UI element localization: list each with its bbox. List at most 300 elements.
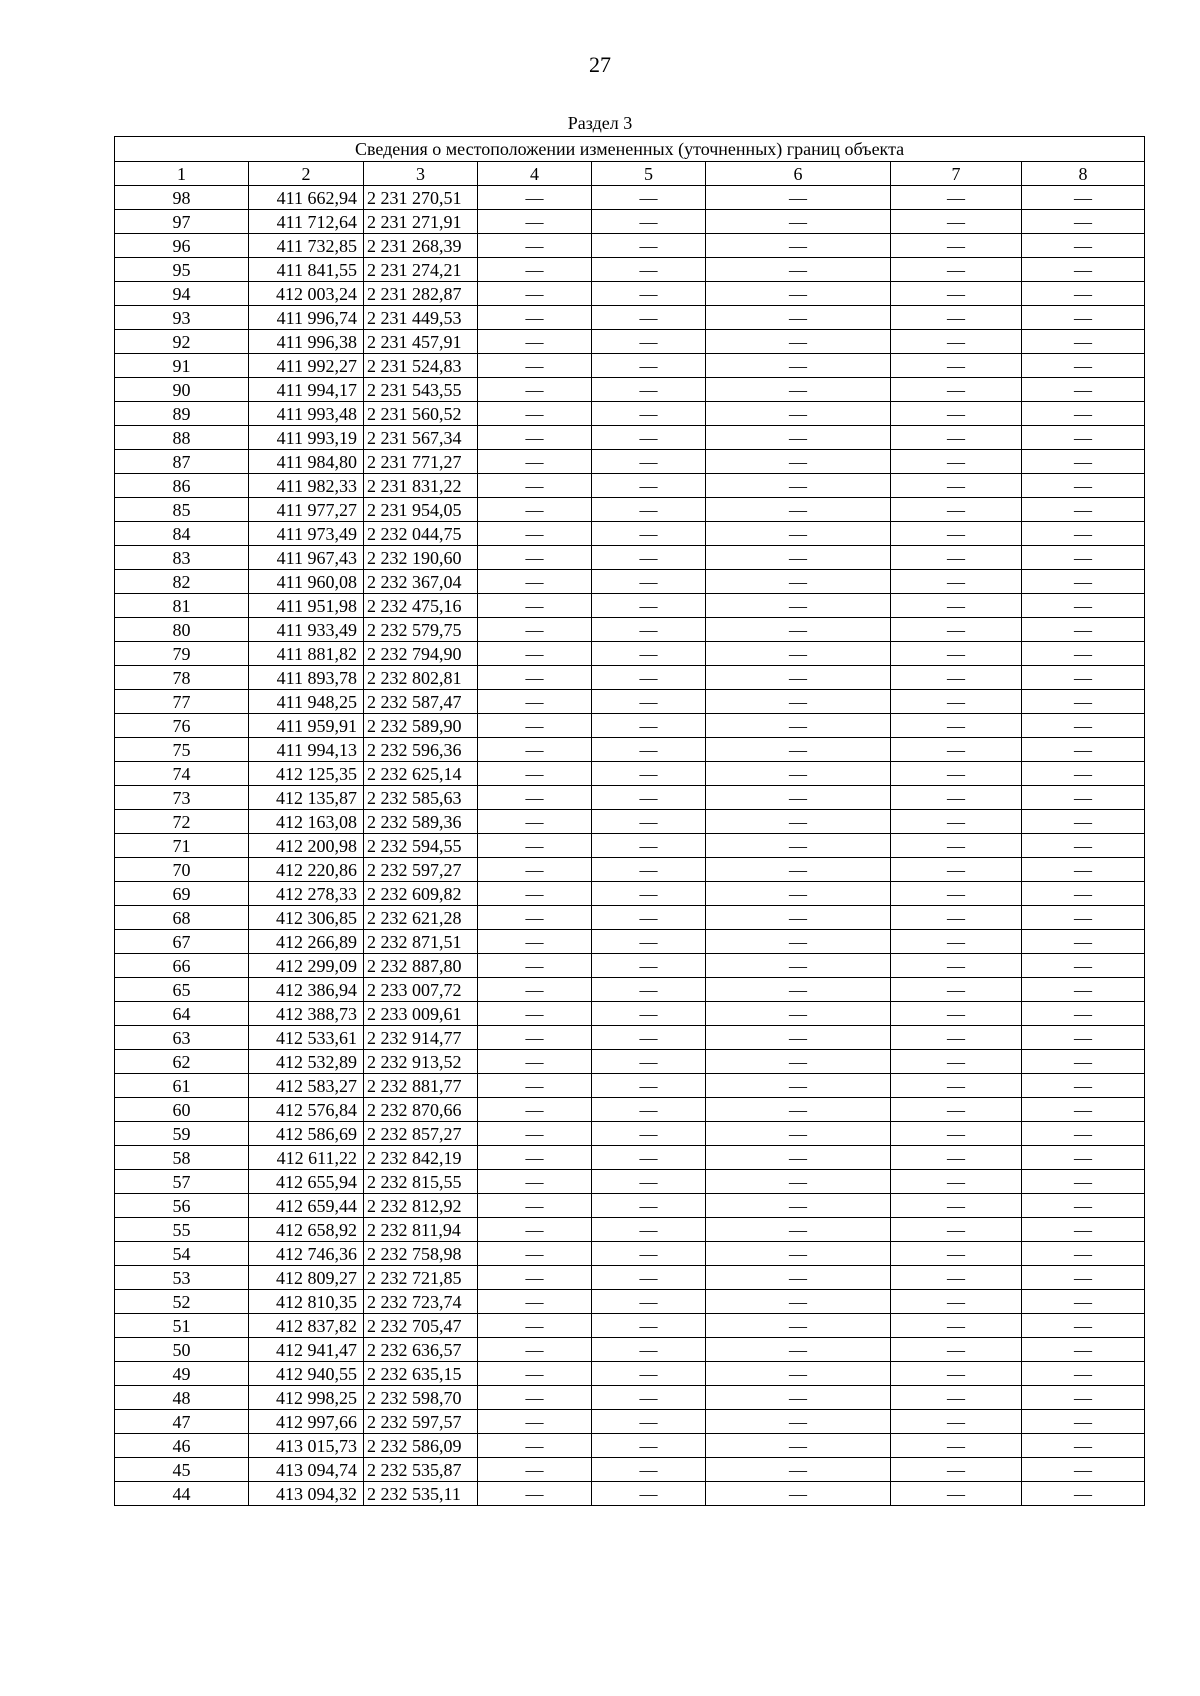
point-number-cell: 59: [115, 1122, 249, 1146]
table-row: [115, 1458, 1145, 1482]
y-coordinate-cell: 2 231 567,34: [364, 426, 478, 450]
empty-value-cell: —: [706, 1122, 891, 1146]
empty-value-cell: —: [592, 1002, 706, 1026]
x-coordinate-cell: 411 933,49: [249, 618, 364, 642]
empty-value-cell: —: [478, 1218, 592, 1242]
x-coordinate-cell: 412 746,36: [249, 1242, 364, 1266]
empty-value-cell: —: [891, 906, 1022, 930]
point-number-cell: 46: [115, 1434, 249, 1458]
x-coordinate-cell: 411 951,98: [249, 594, 364, 618]
point-number-cell: 72: [115, 810, 249, 834]
y-coordinate-cell: 2 232 842,19: [364, 1146, 478, 1170]
empty-value-cell: —: [891, 594, 1022, 618]
empty-value-cell: —: [706, 738, 891, 762]
point-number-cell: 92: [115, 330, 249, 354]
empty-value-cell: —: [478, 258, 592, 282]
empty-value-cell: —: [891, 1098, 1022, 1122]
empty-value-cell: —: [706, 834, 891, 858]
empty-value-cell: —: [478, 210, 592, 234]
empty-value-cell: —: [706, 618, 891, 642]
y-coordinate-cell: 2 231 268,39: [364, 234, 478, 258]
x-coordinate-cell: 412 659,44: [249, 1194, 364, 1218]
empty-value-cell: —: [891, 354, 1022, 378]
empty-value-cell: —: [592, 1338, 706, 1362]
empty-value-cell: —: [592, 498, 706, 522]
empty-value-cell: —: [706, 498, 891, 522]
x-coordinate-cell: 411 959,91: [249, 714, 364, 738]
empty-value-cell: —: [706, 594, 891, 618]
y-coordinate-cell: 2 231 560,52: [364, 402, 478, 426]
empty-value-cell: —: [706, 906, 891, 930]
empty-value-cell: —: [1022, 1122, 1145, 1146]
empty-value-cell: —: [1022, 426, 1145, 450]
empty-value-cell: —: [1022, 786, 1145, 810]
point-number-cell: 93: [115, 306, 249, 330]
empty-value-cell: —: [706, 786, 891, 810]
table-row: [115, 1050, 1145, 1074]
empty-value-cell: —: [891, 522, 1022, 546]
point-number-cell: 82: [115, 570, 249, 594]
empty-value-cell: —: [478, 1410, 592, 1434]
empty-value-cell: —: [592, 306, 706, 330]
table-row: [115, 1266, 1145, 1290]
empty-value-cell: —: [1022, 1434, 1145, 1458]
x-coordinate-cell: 412 586,69: [249, 1122, 364, 1146]
empty-value-cell: —: [706, 306, 891, 330]
empty-value-cell: —: [891, 1026, 1022, 1050]
table-row: [115, 594, 1145, 618]
empty-value-cell: —: [891, 450, 1022, 474]
column-header-1: 1: [115, 162, 249, 186]
y-coordinate-cell: 2 232 044,75: [364, 522, 478, 546]
empty-value-cell: —: [478, 1050, 592, 1074]
x-coordinate-cell: 411 662,94: [249, 186, 364, 210]
empty-value-cell: —: [478, 762, 592, 786]
empty-value-cell: —: [592, 474, 706, 498]
empty-value-cell: —: [706, 1410, 891, 1434]
empty-value-cell: —: [1022, 1194, 1145, 1218]
x-coordinate-cell: 412 266,89: [249, 930, 364, 954]
empty-value-cell: —: [891, 1146, 1022, 1170]
point-number-cell: 70: [115, 858, 249, 882]
x-coordinate-cell: 411 984,80: [249, 450, 364, 474]
table-row: [115, 378, 1145, 402]
empty-value-cell: —: [891, 186, 1022, 210]
column-header-2: 2: [249, 162, 364, 186]
empty-value-cell: —: [891, 1314, 1022, 1338]
empty-value-cell: —: [1022, 1482, 1145, 1506]
empty-value-cell: —: [706, 474, 891, 498]
table-row: [115, 282, 1145, 306]
empty-value-cell: —: [478, 954, 592, 978]
point-number-cell: 86: [115, 474, 249, 498]
x-coordinate-cell: 412 220,86: [249, 858, 364, 882]
empty-value-cell: —: [891, 306, 1022, 330]
point-number-cell: 85: [115, 498, 249, 522]
empty-value-cell: —: [592, 1482, 706, 1506]
empty-value-cell: —: [592, 378, 706, 402]
y-coordinate-cell: 2 232 585,63: [364, 786, 478, 810]
table-row: [115, 1146, 1145, 1170]
empty-value-cell: —: [891, 1434, 1022, 1458]
empty-value-cell: —: [706, 978, 891, 1002]
empty-value-cell: —: [1022, 1362, 1145, 1386]
x-coordinate-cell: 412 658,92: [249, 1218, 364, 1242]
empty-value-cell: —: [592, 786, 706, 810]
column-header-5: 5: [592, 162, 706, 186]
table-row: [115, 1362, 1145, 1386]
empty-value-cell: —: [706, 234, 891, 258]
table-row: [115, 450, 1145, 474]
table-row: [115, 666, 1145, 690]
empty-value-cell: —: [592, 426, 706, 450]
point-number-cell: 74: [115, 762, 249, 786]
point-number-cell: 60: [115, 1098, 249, 1122]
point-number-cell: 53: [115, 1266, 249, 1290]
point-number-cell: 47: [115, 1410, 249, 1434]
table-row: [115, 762, 1145, 786]
empty-value-cell: —: [706, 378, 891, 402]
empty-value-cell: —: [891, 1362, 1022, 1386]
y-coordinate-cell: 2 232 871,51: [364, 930, 478, 954]
y-coordinate-cell: 2 232 870,66: [364, 1098, 478, 1122]
table-row: [115, 1122, 1145, 1146]
empty-value-cell: —: [478, 522, 592, 546]
empty-value-cell: —: [891, 1386, 1022, 1410]
empty-value-cell: —: [592, 522, 706, 546]
empty-value-cell: —: [706, 762, 891, 786]
empty-value-cell: —: [478, 354, 592, 378]
empty-value-cell: —: [891, 690, 1022, 714]
y-coordinate-cell: 2 232 758,98: [364, 1242, 478, 1266]
point-number-cell: 65: [115, 978, 249, 1002]
point-number-cell: 56: [115, 1194, 249, 1218]
empty-value-cell: —: [891, 1002, 1022, 1026]
empty-value-cell: —: [1022, 954, 1145, 978]
empty-value-cell: —: [706, 1002, 891, 1026]
y-coordinate-cell: 2 231 274,21: [364, 258, 478, 282]
point-number-cell: 52: [115, 1290, 249, 1314]
empty-value-cell: —: [706, 258, 891, 282]
x-coordinate-cell: 411 994,13: [249, 738, 364, 762]
empty-value-cell: —: [891, 1194, 1022, 1218]
point-number-cell: 62: [115, 1050, 249, 1074]
empty-value-cell: —: [592, 1386, 706, 1410]
empty-value-cell: —: [478, 642, 592, 666]
empty-value-cell: —: [891, 570, 1022, 594]
empty-value-cell: —: [592, 402, 706, 426]
empty-value-cell: —: [706, 882, 891, 906]
empty-value-cell: —: [1022, 1266, 1145, 1290]
x-coordinate-cell: 412 532,89: [249, 1050, 364, 1074]
empty-value-cell: —: [706, 186, 891, 210]
empty-value-cell: —: [1022, 186, 1145, 210]
table-row: [115, 1482, 1145, 1506]
empty-value-cell: —: [891, 666, 1022, 690]
point-number-cell: 71: [115, 834, 249, 858]
y-coordinate-cell: 2 231 771,27: [364, 450, 478, 474]
empty-value-cell: —: [891, 618, 1022, 642]
empty-value-cell: —: [478, 426, 592, 450]
empty-value-cell: —: [1022, 810, 1145, 834]
empty-value-cell: —: [592, 618, 706, 642]
y-coordinate-cell: 2 232 881,77: [364, 1074, 478, 1098]
empty-value-cell: —: [706, 690, 891, 714]
y-coordinate-cell: 2 232 587,47: [364, 690, 478, 714]
empty-value-cell: —: [891, 426, 1022, 450]
x-coordinate-cell: 411 996,74: [249, 306, 364, 330]
empty-value-cell: —: [592, 186, 706, 210]
empty-value-cell: —: [592, 1290, 706, 1314]
table-row: [115, 882, 1145, 906]
table-row: [115, 738, 1145, 762]
empty-value-cell: —: [891, 1170, 1022, 1194]
empty-value-cell: —: [1022, 930, 1145, 954]
empty-value-cell: —: [478, 330, 592, 354]
y-coordinate-cell: 2 232 815,55: [364, 1170, 478, 1194]
empty-value-cell: —: [706, 1026, 891, 1050]
y-coordinate-cell: 2 232 596,36: [364, 738, 478, 762]
point-number-cell: 94: [115, 282, 249, 306]
table-row: [115, 570, 1145, 594]
empty-value-cell: —: [706, 1362, 891, 1386]
x-coordinate-cell: 411 893,78: [249, 666, 364, 690]
empty-value-cell: —: [706, 330, 891, 354]
table-row: [115, 1074, 1145, 1098]
empty-value-cell: —: [891, 738, 1022, 762]
x-coordinate-cell: 412 388,73: [249, 1002, 364, 1026]
empty-value-cell: —: [706, 666, 891, 690]
empty-value-cell: —: [592, 1194, 706, 1218]
x-coordinate-cell: 413 094,74: [249, 1458, 364, 1482]
y-coordinate-cell: 2 232 705,47: [364, 1314, 478, 1338]
x-coordinate-cell: 411 973,49: [249, 522, 364, 546]
empty-value-cell: —: [1022, 834, 1145, 858]
point-number-cell: 96: [115, 234, 249, 258]
empty-value-cell: —: [891, 1122, 1022, 1146]
table-row: [115, 546, 1145, 570]
empty-value-cell: —: [891, 882, 1022, 906]
point-number-cell: 68: [115, 906, 249, 930]
empty-value-cell: —: [1022, 402, 1145, 426]
empty-value-cell: —: [592, 1434, 706, 1458]
empty-value-cell: —: [1022, 1002, 1145, 1026]
table-row: [115, 1242, 1145, 1266]
point-number-cell: 55: [115, 1218, 249, 1242]
x-coordinate-cell: 412 997,66: [249, 1410, 364, 1434]
x-coordinate-cell: 411 992,27: [249, 354, 364, 378]
x-coordinate-cell: 411 967,43: [249, 546, 364, 570]
empty-value-cell: —: [706, 1314, 891, 1338]
y-coordinate-cell: 2 232 535,87: [364, 1458, 478, 1482]
empty-value-cell: —: [706, 1386, 891, 1410]
y-coordinate-cell: 2 231 831,22: [364, 474, 478, 498]
empty-value-cell: —: [1022, 594, 1145, 618]
table-row: [115, 690, 1145, 714]
table-caption: Сведения о местоположении измененных (уточненных) границ объекта: [115, 137, 1145, 162]
empty-value-cell: —: [478, 282, 592, 306]
empty-value-cell: —: [478, 714, 592, 738]
y-coordinate-cell: 2 231 271,91: [364, 210, 478, 234]
point-number-cell: 51: [115, 1314, 249, 1338]
table-row: [115, 954, 1145, 978]
empty-value-cell: —: [592, 738, 706, 762]
empty-value-cell: —: [1022, 1338, 1145, 1362]
empty-value-cell: —: [891, 834, 1022, 858]
table-row: [115, 306, 1145, 330]
point-number-cell: 89: [115, 402, 249, 426]
empty-value-cell: —: [706, 354, 891, 378]
y-coordinate-cell: 2 232 812,92: [364, 1194, 478, 1218]
x-coordinate-cell: 411 994,17: [249, 378, 364, 402]
empty-value-cell: —: [1022, 1026, 1145, 1050]
empty-value-cell: —: [891, 1218, 1022, 1242]
y-coordinate-cell: 2 231 449,53: [364, 306, 478, 330]
empty-value-cell: —: [706, 642, 891, 666]
empty-value-cell: —: [706, 450, 891, 474]
table-row: [115, 1218, 1145, 1242]
empty-value-cell: —: [891, 282, 1022, 306]
empty-value-cell: —: [478, 1434, 592, 1458]
column-header-6: 6: [706, 162, 891, 186]
x-coordinate-cell: 411 993,19: [249, 426, 364, 450]
empty-value-cell: —: [706, 1434, 891, 1458]
point-number-cell: 81: [115, 594, 249, 618]
table-row: [115, 474, 1145, 498]
y-coordinate-cell: 2 232 589,90: [364, 714, 478, 738]
empty-value-cell: —: [1022, 666, 1145, 690]
x-coordinate-cell: 412 003,24: [249, 282, 364, 306]
table-row: [115, 978, 1145, 1002]
empty-value-cell: —: [592, 546, 706, 570]
column-header-7: 7: [891, 162, 1022, 186]
empty-value-cell: —: [1022, 738, 1145, 762]
empty-value-cell: —: [478, 570, 592, 594]
empty-value-cell: —: [706, 1458, 891, 1482]
empty-value-cell: —: [478, 1002, 592, 1026]
y-coordinate-cell: 2 232 625,14: [364, 762, 478, 786]
y-coordinate-cell: 2 232 609,82: [364, 882, 478, 906]
empty-value-cell: —: [478, 1074, 592, 1098]
empty-value-cell: —: [478, 690, 592, 714]
point-number-cell: 91: [115, 354, 249, 378]
point-number-cell: 84: [115, 522, 249, 546]
empty-value-cell: —: [478, 1098, 592, 1122]
table-row: [115, 1410, 1145, 1434]
empty-value-cell: —: [478, 234, 592, 258]
empty-value-cell: —: [592, 1362, 706, 1386]
empty-value-cell: —: [1022, 282, 1145, 306]
empty-value-cell: —: [1022, 1458, 1145, 1482]
column-header-8: 8: [1022, 162, 1145, 186]
empty-value-cell: —: [891, 978, 1022, 1002]
empty-value-cell: —: [1022, 1290, 1145, 1314]
y-coordinate-cell: 2 232 475,16: [364, 594, 478, 618]
empty-value-cell: —: [478, 1458, 592, 1482]
empty-value-cell: —: [592, 1458, 706, 1482]
y-coordinate-cell: 2 233 007,72: [364, 978, 478, 1002]
table-row: [115, 834, 1145, 858]
empty-value-cell: —: [478, 786, 592, 810]
empty-value-cell: —: [891, 1482, 1022, 1506]
empty-value-cell: —: [478, 906, 592, 930]
empty-value-cell: —: [592, 1410, 706, 1434]
empty-value-cell: —: [706, 1098, 891, 1122]
x-coordinate-cell: 411 993,48: [249, 402, 364, 426]
empty-value-cell: —: [1022, 618, 1145, 642]
empty-value-cell: —: [592, 858, 706, 882]
empty-value-cell: —: [478, 834, 592, 858]
page-number: 27: [589, 52, 611, 77]
empty-value-cell: —: [478, 1266, 592, 1290]
table-row: [115, 426, 1145, 450]
empty-value-cell: —: [478, 1026, 592, 1050]
empty-value-cell: —: [891, 330, 1022, 354]
y-coordinate-cell: 2 232 586,09: [364, 1434, 478, 1458]
empty-value-cell: —: [706, 1266, 891, 1290]
point-number-cell: 77: [115, 690, 249, 714]
empty-value-cell: —: [1022, 642, 1145, 666]
empty-value-cell: —: [706, 1194, 891, 1218]
table-row: [115, 1338, 1145, 1362]
point-number-cell: 44: [115, 1482, 249, 1506]
x-coordinate-cell: 412 125,35: [249, 762, 364, 786]
point-number-cell: 97: [115, 210, 249, 234]
empty-value-cell: —: [592, 594, 706, 618]
empty-value-cell: —: [1022, 522, 1145, 546]
table-row: [115, 498, 1145, 522]
empty-value-cell: —: [1022, 714, 1145, 738]
empty-value-cell: —: [592, 258, 706, 282]
empty-value-cell: —: [478, 930, 592, 954]
empty-value-cell: —: [592, 1098, 706, 1122]
empty-value-cell: —: [1022, 498, 1145, 522]
y-coordinate-cell: 2 232 794,90: [364, 642, 478, 666]
empty-value-cell: —: [706, 210, 891, 234]
empty-value-cell: —: [478, 450, 592, 474]
empty-value-cell: —: [706, 1050, 891, 1074]
point-number-cell: 88: [115, 426, 249, 450]
x-coordinate-cell: 412 655,94: [249, 1170, 364, 1194]
empty-value-cell: —: [592, 690, 706, 714]
y-coordinate-cell: 2 232 913,52: [364, 1050, 478, 1074]
point-number-cell: 54: [115, 1242, 249, 1266]
empty-value-cell: —: [592, 882, 706, 906]
empty-value-cell: —: [478, 1146, 592, 1170]
empty-value-cell: —: [1022, 1314, 1145, 1338]
empty-value-cell: —: [1022, 1146, 1145, 1170]
empty-value-cell: —: [891, 1266, 1022, 1290]
table-row: [115, 234, 1145, 258]
x-coordinate-cell: 412 583,27: [249, 1074, 364, 1098]
x-coordinate-cell: 411 712,64: [249, 210, 364, 234]
empty-value-cell: —: [478, 1482, 592, 1506]
empty-value-cell: —: [1022, 330, 1145, 354]
point-number-cell: 49: [115, 1362, 249, 1386]
empty-value-cell: —: [592, 834, 706, 858]
y-coordinate-cell: 2 232 723,74: [364, 1290, 478, 1314]
empty-value-cell: —: [891, 210, 1022, 234]
y-coordinate-cell: 2 232 594,55: [364, 834, 478, 858]
empty-value-cell: —: [1022, 882, 1145, 906]
table-row: [115, 930, 1145, 954]
empty-value-cell: —: [478, 1122, 592, 1146]
empty-value-cell: —: [706, 1290, 891, 1314]
empty-value-cell: —: [1022, 978, 1145, 1002]
empty-value-cell: —: [891, 1290, 1022, 1314]
empty-value-cell: —: [891, 498, 1022, 522]
empty-value-cell: —: [592, 210, 706, 234]
